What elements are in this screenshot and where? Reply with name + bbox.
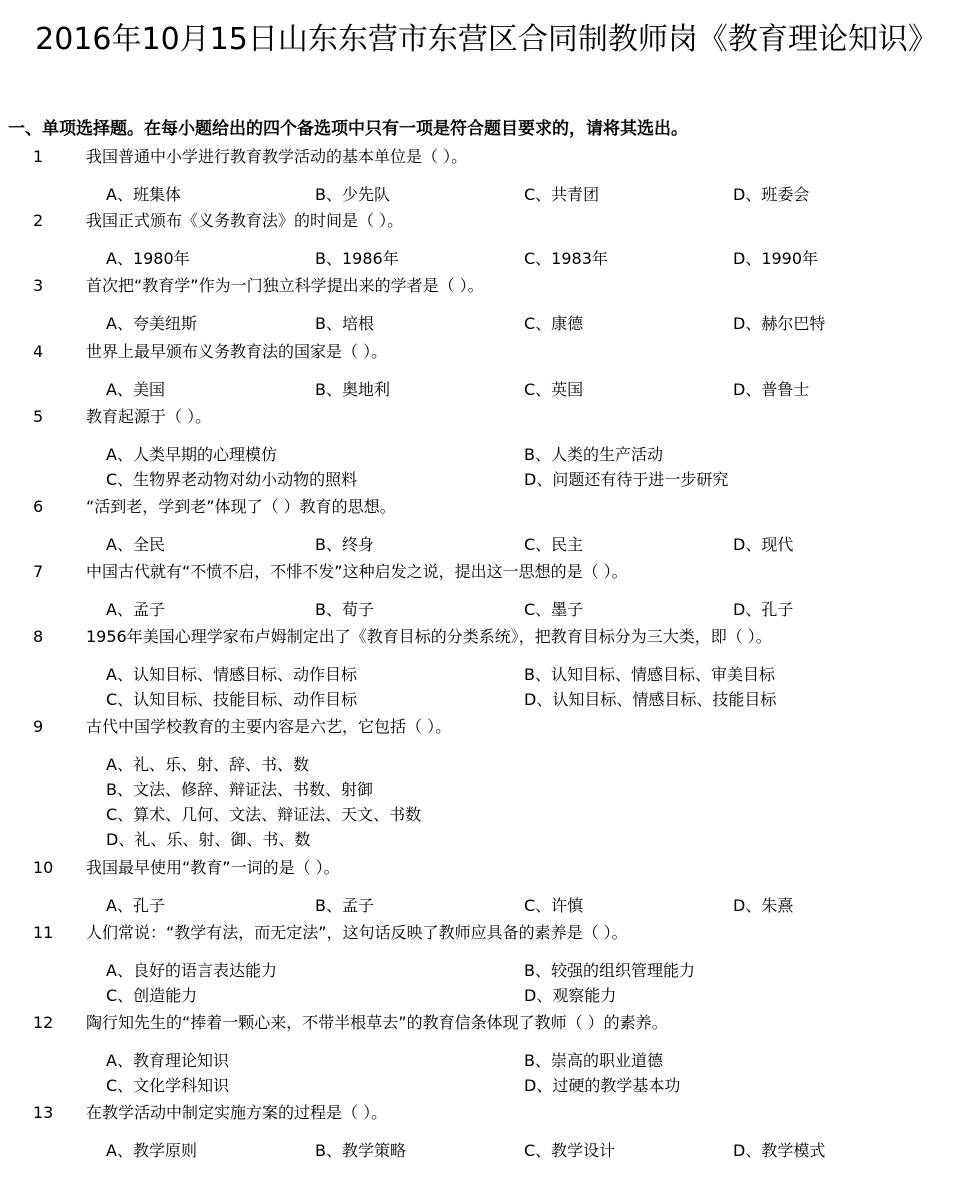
question-number: 4 [33,342,44,361]
option-d: D、过硬的教学基本功 [524,1076,681,1095]
option-c: C、墨子 [524,600,584,619]
question-number: 2 [33,211,44,230]
question-text: 古代中国学校教育的主要内容是六艺，它包括（ ）。 [86,717,452,736]
question-text: 我国普通中小学进行教育教学活动的基本单位是（ ）。 [86,147,468,166]
option-c: C、康德 [524,314,584,333]
question-text: 我国正式颁布《义务教育法》的时间是（ ）。 [86,211,404,230]
option-c: C、民主 [524,535,584,554]
option-c: C、教学设计 [524,1141,616,1160]
option-b: B、1986年 [315,249,399,268]
option-d: D、孔子 [733,600,794,619]
option-b: B、崇高的职业道德 [524,1051,663,1070]
option-a: A、人类早期的心理模仿 [106,445,277,464]
question-text: 首次把“教育学”作为一门独立科学提出来的学者是（ ）。 [86,276,484,295]
option-b: B、教学策略 [315,1141,406,1160]
question-number: 11 [33,923,54,942]
page-title: 2016年10月15日山东东营市东营区合同制教师岗《教育理论知识》 [35,22,938,57]
option-a: A、认知目标、情感目标、动作目标 [106,665,357,684]
option-b: B、终身 [315,535,374,554]
question-text: 陶行知先生的“捧着一颗心来，不带半根草去”的教育信条体现了教师（ ）的素养。 [86,1013,668,1032]
question-number: 3 [33,276,44,295]
option-c: C、许慎 [524,896,584,915]
question-text: 教育起源于（ ）。 [86,407,212,426]
option-a: A、孟子 [106,600,165,619]
question-text: 中国古代就有“不愤不启，不悱不发”这种启发之说，提出这一思想的是（ ）。 [86,562,628,581]
question-text: 我国最早使用“教育”一词的是（ ）。 [86,858,340,877]
option-c: C、算术、几何、文法、辩证法、天文、书数 [106,805,422,824]
option-c: C、英国 [524,380,584,399]
question-number: 5 [33,407,44,426]
option-d: D、赫尔巴特 [733,314,826,333]
option-a: A、教育理论知识 [106,1051,229,1070]
section-heading: 一、单项选择题。在每小题给出的四个备选项中只有一项是符合题目要求的，请将其选出。 [8,119,688,139]
question-number: 9 [33,717,44,736]
option-d: D、朱熹 [733,896,794,915]
question-text: 人们常说：“教学有法，而无定法”，这句话反映了教师应具备的素养是（ ）。 [86,923,628,942]
option-a: A、夸美纽斯 [106,314,197,333]
option-c: C、1983年 [524,249,608,268]
option-a: A、班集体 [106,185,181,204]
option-b: B、人类的生产活动 [524,445,663,464]
option-c: C、创造能力 [106,986,198,1005]
question-number: 6 [33,497,44,516]
option-a: A、良好的语言表达能力 [106,961,277,980]
option-d: D、观察能力 [524,986,617,1005]
question-number: 13 [33,1103,54,1122]
option-d: D、教学模式 [733,1141,826,1160]
option-b: B、较强的组织管理能力 [524,961,695,980]
option-d: D、现代 [733,535,794,554]
option-b: B、荀子 [315,600,374,619]
question-number: 12 [33,1013,54,1032]
question-number: 1 [33,147,44,166]
option-b: B、认知目标、情感目标、审美目标 [524,665,775,684]
option-d: D、礼、乐、射、御、书、数 [106,830,311,849]
option-a: A、美国 [106,380,165,399]
option-b: B、文法、修辞、辩证法、书数、射御 [106,780,373,799]
question-number: 7 [33,562,44,581]
option-b: B、奥地利 [315,380,390,399]
question-text: 1956年美国心理学家布卢姆制定出了《教育目标的分类系统》，把教育目标分为三大类，即（ ）。 [86,627,772,646]
question-text: “活到老，学到老”体现了（ ）教育的思想。 [86,497,396,516]
option-c: C、认知目标、技能目标、动作目标 [106,690,358,709]
option-d: D、问题还有待于进一步研究 [524,470,729,489]
option-d: D、普鲁士 [733,380,810,399]
option-a: A、1980年 [106,249,190,268]
question-text: 在教学活动中制定实施方案的过程是（ ）。 [86,1103,388,1122]
question-number: 8 [33,627,44,646]
option-a: A、全民 [106,535,165,554]
question-number: 10 [33,858,54,877]
option-c: C、共青团 [524,185,600,204]
option-b: B、培根 [315,314,374,333]
option-a: A、教学原则 [106,1141,197,1160]
option-d: D、班委会 [733,185,810,204]
option-c: C、文化学科知识 [106,1076,230,1095]
option-d: D、1990年 [733,249,819,268]
option-d: D、认知目标、情感目标、技能目标 [524,690,777,709]
option-a: A、孔子 [106,896,165,915]
option-c: C、生物界老动物对幼小动物的照料 [106,470,358,489]
option-a: A、礼、乐、射、辞、书、数 [106,755,309,774]
question-text: 世界上最早颁布义务教育法的国家是（ ）。 [86,342,388,361]
option-b: B、少先队 [315,185,390,204]
option-b: B、孟子 [315,896,374,915]
